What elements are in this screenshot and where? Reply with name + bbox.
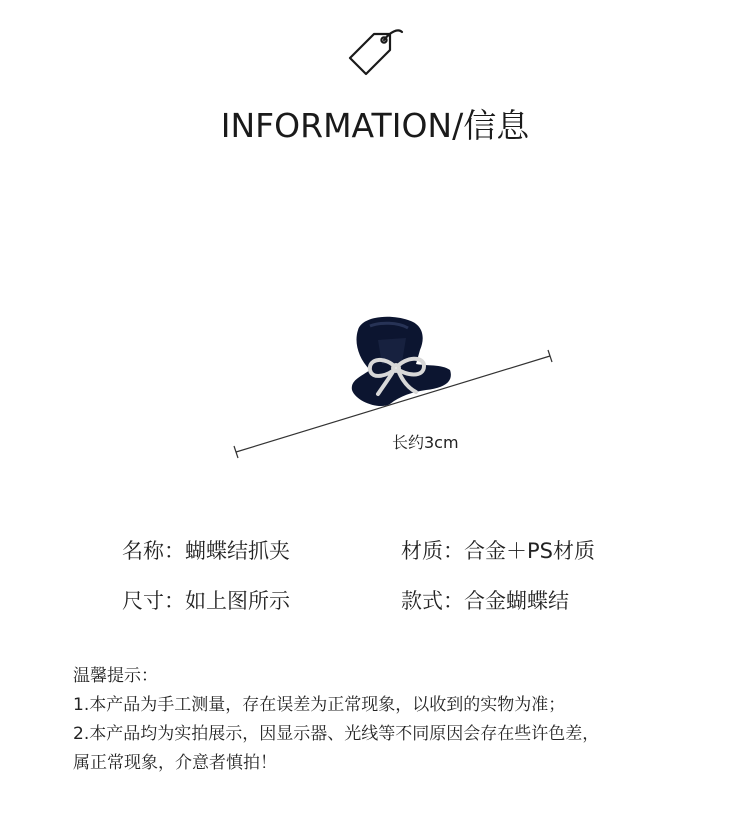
spec-size: 尺寸：如上图所示 [122,589,290,613]
notes-line: 2.本产品均为实拍展示，因显示器、光线等不同原因会存在些许色差， [73,724,600,744]
spec-style: 款式：合金蝴蝶结 [401,589,569,613]
spec-material: 材质：合金＋PS材质 [401,539,595,563]
dimension-label: 长约3cm [392,433,459,452]
price-tag-icon [346,24,406,82]
notes-heading: 温馨提示： [73,666,158,686]
notes-line: 属正常现象，介意者慎拍！ [73,753,277,773]
page-title: INFORMATION/信息 [220,106,530,145]
spec-name: 名称：蝴蝶结抓夹 [122,539,290,563]
notes-line: 1.本产品为手工测量，存在误差为正常现象，以收到的实物为准； [73,695,566,715]
notes-section [73,662,599,778]
